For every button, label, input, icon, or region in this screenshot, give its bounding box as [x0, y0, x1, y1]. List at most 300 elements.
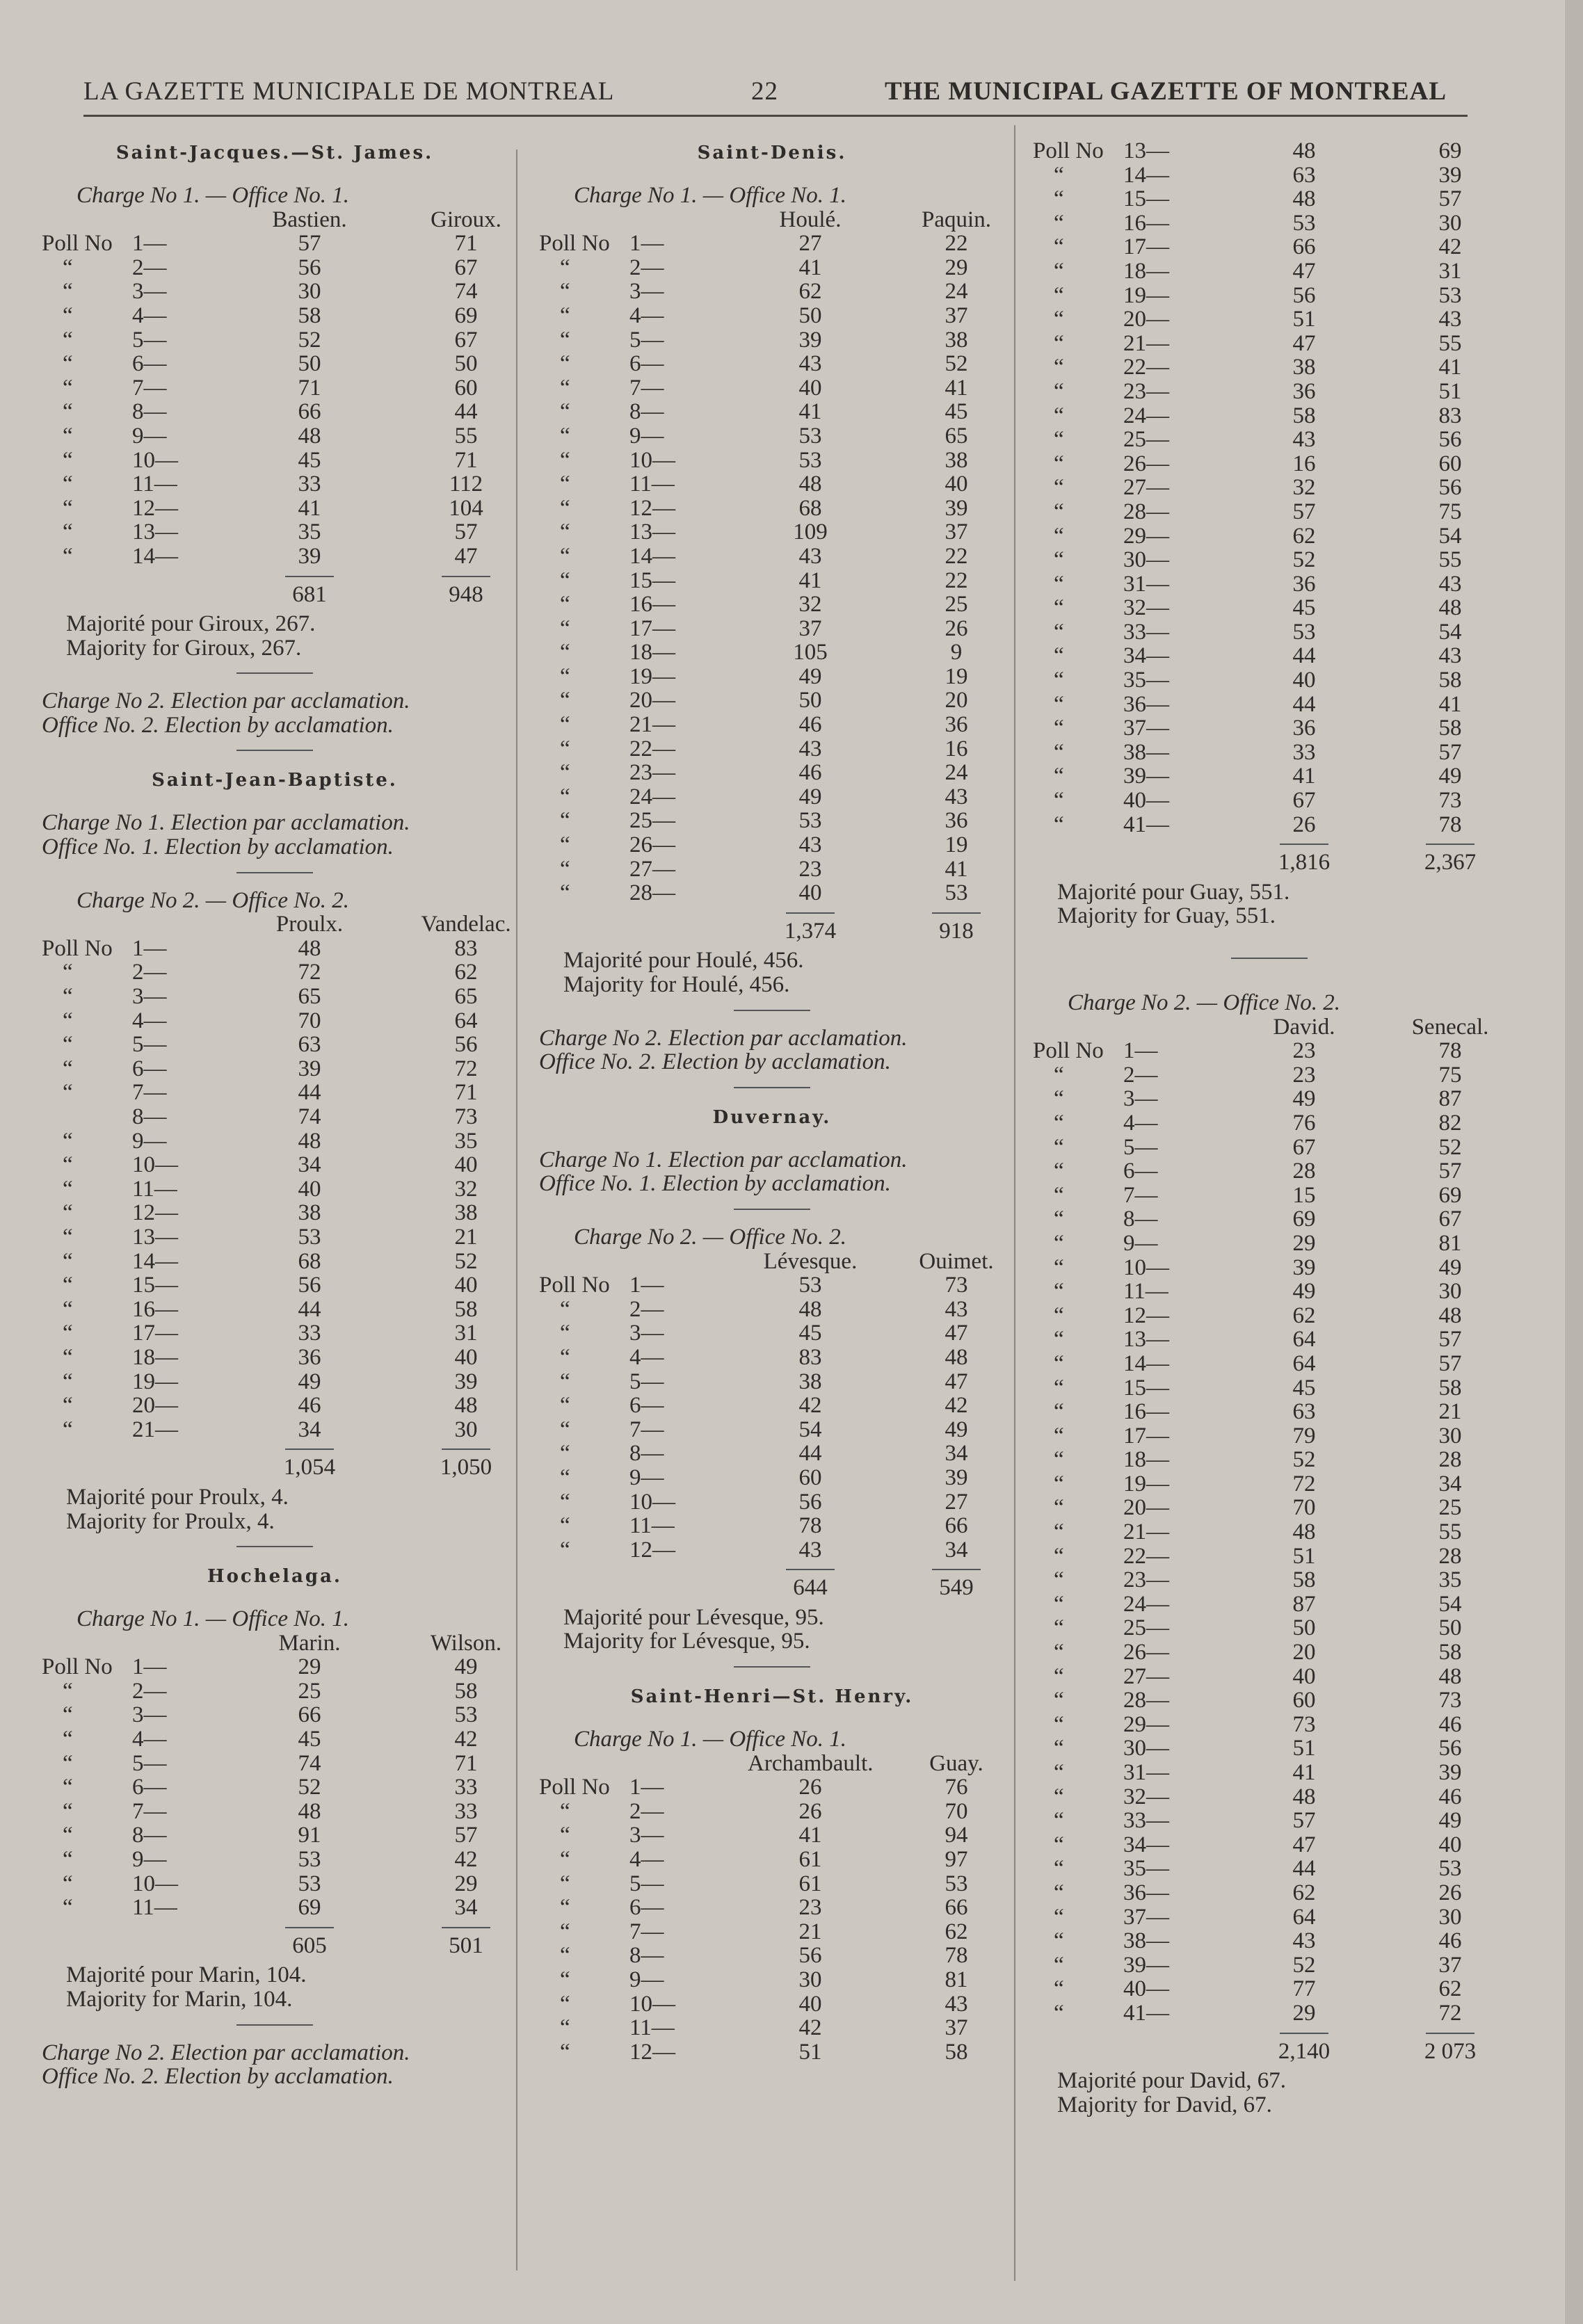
poll-label: “	[560, 543, 570, 569]
vote-count: 42	[945, 1393, 968, 1419]
vote-count: 53	[798, 423, 822, 449]
statement-line: Charge No 1. Election par acclamation.	[42, 810, 410, 836]
poll-label: “	[1054, 1688, 1064, 1713]
poll-number: 18—	[1123, 258, 1169, 284]
vote-count: 74	[298, 1104, 321, 1129]
charge-office-heading: Charge No 2. — Office No. 2.	[77, 887, 350, 913]
poll-number: 13—	[132, 519, 178, 545]
poll-number: 2—	[629, 255, 664, 280]
vote-count: 24	[945, 279, 968, 305]
poll-label: “	[560, 856, 570, 882]
vote-count: 50	[1292, 1615, 1316, 1641]
majority-line: Majority for Proulx, 4.	[66, 1508, 275, 1534]
vote-count: 48	[1292, 1784, 1316, 1809]
poll-label: “	[1054, 378, 1064, 404]
poll-row	[1033, 1881, 1506, 1905]
poll-number: 40—	[1123, 788, 1169, 814]
vote-count: 66	[298, 1702, 321, 1728]
vote-count: 29	[298, 1654, 321, 1680]
vote-count: 58	[945, 2039, 968, 2065]
vote-count: 57	[1292, 1808, 1316, 1834]
poll-number: 13—	[1123, 138, 1169, 163]
vote-count: 28	[1438, 1447, 1462, 1473]
vote-count: 53	[298, 1871, 321, 1896]
poll-number: 14—	[132, 1248, 178, 1274]
vote-count: 9	[950, 640, 963, 665]
poll-row	[539, 665, 1005, 689]
vote-count: 42	[798, 2015, 822, 2041]
poll-number: 26—	[1123, 1640, 1169, 1665]
poll-row	[1033, 1207, 1506, 1232]
majority-statement	[539, 1606, 1005, 1654]
poll-label: “	[1054, 619, 1064, 645]
vote-total: 1,054	[283, 1455, 336, 1480]
poll-row	[539, 569, 1005, 593]
section-rule	[236, 2024, 313, 2026]
poll-number: 14—	[629, 543, 675, 569]
poll-number: 3—	[629, 1321, 664, 1346]
poll-label: “	[1054, 1447, 1064, 1473]
vote-count: 69	[1292, 1207, 1316, 1232]
vote-count: 33	[454, 1798, 478, 1824]
poll-row	[1033, 1159, 1506, 1184]
poll-row	[1033, 1833, 1506, 1857]
poll-label: “	[1054, 210, 1064, 236]
vote-count: 29	[1292, 1230, 1316, 1256]
poll-label: “	[63, 423, 73, 449]
poll-number: 10—	[1123, 1254, 1169, 1280]
poll-label: “	[1054, 1976, 1064, 2002]
results-table	[42, 1631, 508, 1958]
vote-count: 49	[1438, 764, 1462, 789]
poll-row	[1033, 764, 1506, 789]
vote-count: 44	[1292, 1856, 1316, 1882]
poll-label: “	[560, 1369, 570, 1394]
poll-number: 10—	[629, 1489, 675, 1515]
vote-count: 70	[298, 1008, 321, 1033]
vote-count: 52	[454, 1248, 478, 1274]
vote-count: 94	[945, 1823, 968, 1848]
vote-count: 58	[454, 1296, 478, 1322]
vote-count: 38	[798, 1369, 822, 1394]
vote-count: 44	[1292, 691, 1316, 717]
vote-count: 41	[798, 1823, 822, 1848]
vote-count: 29	[945, 255, 968, 280]
poll-row	[1033, 428, 1506, 452]
vote-count: 39	[798, 327, 822, 353]
vote-count: 66	[945, 1895, 968, 1921]
poll-number: 23—	[1123, 378, 1169, 404]
poll-label: “	[1054, 427, 1064, 453]
vote-count: 53	[298, 1847, 321, 1873]
poll-label: “	[560, 567, 570, 593]
poll-number: 9—	[1123, 1230, 1158, 1256]
vote-count: 26	[1292, 812, 1316, 837]
poll-number: 8—	[629, 399, 664, 425]
poll-number: 5—	[132, 1750, 167, 1776]
charge-office-heading: Charge No 1. — Office No. 1.	[574, 183, 847, 208]
poll-label: “	[63, 1417, 73, 1442]
candidate-name: Giroux.	[431, 207, 501, 232]
column-3	[1033, 139, 1506, 2117]
poll-label: “	[63, 1008, 73, 1033]
poll-row	[42, 1009, 508, 1033]
poll-label: “	[1054, 523, 1064, 549]
poll-label: “	[63, 1273, 73, 1298]
totals-row	[42, 1455, 508, 1480]
poll-number: 15—	[629, 567, 675, 593]
poll-label: Poll No	[42, 935, 113, 961]
vote-count: 62	[798, 279, 822, 305]
poll-number: 8—	[1123, 1207, 1158, 1232]
total-underline	[285, 576, 334, 577]
poll-row	[1033, 1063, 1506, 1088]
vote-count: 51	[798, 2039, 822, 2065]
poll-row	[539, 1538, 1005, 1563]
poll-label: “	[1054, 1302, 1064, 1328]
poll-label: “	[560, 1417, 570, 1442]
vote-count: 52	[298, 327, 321, 353]
poll-number: 6—	[132, 1056, 167, 1081]
poll-row	[539, 1944, 1005, 1968]
vote-total: 1,374	[784, 918, 837, 944]
poll-row	[1033, 1232, 1506, 1256]
poll-number: 7—	[132, 1080, 167, 1106]
poll-row	[1033, 139, 1506, 163]
poll-number: 21—	[132, 1417, 178, 1442]
poll-number: 7—	[132, 1798, 167, 1824]
vote-count: 57	[298, 231, 321, 257]
vote-count: 83	[798, 1344, 822, 1370]
poll-number: 40—	[1123, 1976, 1169, 2002]
candidate-name: Bastien.	[272, 207, 347, 232]
poll-label: “	[560, 447, 570, 473]
vote-count: 51	[1292, 1543, 1316, 1569]
poll-row	[42, 328, 508, 353]
section-rule	[734, 1010, 810, 1011]
vote-count: 81	[945, 1967, 968, 1992]
vote-count: 30	[1438, 1423, 1462, 1449]
poll-number: 10—	[629, 1991, 675, 2017]
vote-count: 52	[1292, 1952, 1316, 1978]
spacer	[1033, 928, 1506, 945]
poll-number: 11—	[629, 1513, 675, 1539]
poll-label: “	[63, 1775, 73, 1800]
vote-count: 41	[1292, 764, 1316, 789]
vote-count: 35	[298, 519, 321, 545]
vote-count: 64	[1292, 1350, 1316, 1376]
poll-label: “	[560, 832, 570, 858]
poll-number: 20—	[629, 688, 675, 713]
poll-row	[1033, 813, 1506, 837]
poll-row	[539, 1442, 1005, 1466]
poll-label: “	[560, 760, 570, 786]
candidate-name: Proulx.	[275, 912, 344, 937]
poll-number: 39—	[1123, 1952, 1169, 1978]
vote-count: 51	[1292, 1736, 1316, 1761]
poll-label: “	[560, 808, 570, 834]
poll-label: “	[560, 1919, 570, 1944]
poll-number: 12—	[132, 495, 178, 521]
poll-number: 13—	[1123, 1327, 1169, 1353]
poll-label: “	[63, 399, 73, 425]
poll-row	[1033, 1592, 1506, 1617]
vote-count: 41	[1292, 1760, 1316, 1785]
poll-number: 12—	[629, 1537, 675, 1563]
vote-count: 60	[798, 1464, 822, 1490]
header-english-title: THE MUNICIPAL GAZETTE OF MONTREAL	[884, 77, 1447, 106]
vote-count: 33	[298, 471, 321, 497]
poll-row	[1033, 620, 1506, 645]
vote-count: 56	[1438, 427, 1462, 453]
section-title: Hochelaga.	[207, 1566, 342, 1588]
poll-label: “	[63, 519, 73, 545]
poll-number: 35—	[1123, 1856, 1169, 1882]
vote-count: 41	[1438, 355, 1462, 380]
vote-count: 32	[454, 1176, 478, 1202]
total-underline	[1280, 844, 1328, 845]
poll-label: “	[1054, 788, 1064, 814]
vote-count: 52	[945, 351, 968, 377]
poll-number: 16—	[132, 1296, 178, 1322]
vote-count: 21	[1438, 1399, 1462, 1425]
poll-row	[42, 400, 508, 424]
vote-count: 46	[298, 1393, 321, 1419]
vote-count: 20	[945, 688, 968, 713]
poll-number: 9—	[629, 1967, 664, 1992]
poll-row	[1033, 2001, 1506, 2026]
vote-count: 73	[454, 1104, 478, 1129]
poll-row	[539, 881, 1005, 905]
candidate-header-row	[42, 1631, 508, 1656]
vote-count: 53	[798, 447, 822, 473]
column-1	[42, 139, 511, 2090]
vote-count: 41	[945, 375, 968, 401]
vote-count: 57	[1438, 1327, 1462, 1353]
poll-row	[1033, 1688, 1506, 1713]
vote-count: 48	[454, 1393, 478, 1419]
poll-row	[539, 1346, 1005, 1370]
poll-label: “	[560, 1895, 570, 1921]
poll-row	[1033, 1400, 1506, 1424]
vote-count: 39	[298, 1056, 321, 1081]
total-underline	[1426, 2033, 1474, 2034]
vote-count: 67	[454, 255, 478, 280]
vote-count: 42	[798, 1393, 822, 1419]
poll-number: 2—	[1123, 1062, 1158, 1088]
poll-label: “	[1054, 1495, 1064, 1521]
poll-row	[42, 1752, 508, 1776]
statement-line: Charge No 2. Election par acclamation.	[539, 1025, 908, 1051]
vote-count: 69	[298, 1895, 321, 1921]
majority-line: Majority for David, 67.	[1057, 2092, 1272, 2117]
page-number: 22	[751, 77, 778, 106]
vote-count: 26	[945, 615, 968, 641]
statement-line: Office No. 2. Election by acclamation.	[42, 2064, 394, 2090]
majority-statement	[539, 949, 1005, 996]
poll-number: 17—	[1123, 234, 1169, 260]
vote-count: 51	[1292, 307, 1316, 332]
poll-row	[539, 424, 1005, 449]
poll-row	[539, 472, 1005, 497]
poll-number: 2—	[629, 1798, 664, 1824]
poll-number: 12—	[629, 2039, 675, 2065]
poll-row	[539, 592, 1005, 617]
poll-label: “	[63, 1224, 73, 1250]
poll-label: “	[63, 984, 73, 1010]
vote-count: 58	[1438, 1375, 1462, 1401]
vote-count: 75	[1438, 1062, 1462, 1088]
vote-count: 23	[798, 1895, 822, 1921]
poll-label: “	[1054, 1640, 1064, 1665]
poll-number: 26—	[629, 832, 675, 858]
vote-count: 73	[1438, 788, 1462, 814]
vote-count: 58	[1292, 403, 1316, 428]
poll-number: 27—	[629, 856, 675, 882]
poll-row	[42, 1201, 508, 1225]
vote-total: 2,140	[1278, 2038, 1331, 2064]
vote-count: 43	[945, 784, 968, 809]
poll-row	[42, 304, 508, 328]
total-underline	[1280, 2033, 1328, 2034]
poll-number: 10—	[132, 1152, 178, 1178]
vote-count: 91	[298, 1823, 321, 1848]
vote-count: 49	[945, 1417, 968, 1442]
vote-total: 948	[449, 581, 483, 607]
poll-row	[1033, 211, 1506, 236]
vote-count: 73	[1292, 1711, 1316, 1737]
vote-count: 46	[1438, 1784, 1462, 1809]
totals-rule	[1033, 2026, 1506, 2040]
poll-label: “	[63, 1128, 73, 1154]
poll-row	[42, 280, 508, 304]
vote-count: 23	[1292, 1038, 1316, 1064]
poll-number: 6—	[132, 1775, 167, 1800]
section-title: Duvernay.	[712, 1106, 832, 1128]
poll-label: “	[560, 327, 570, 353]
poll-label: “	[1054, 1760, 1064, 1785]
candidate-name: Marin.	[278, 1630, 341, 1656]
section-rule	[236, 1546, 313, 1547]
vote-count: 67	[454, 327, 478, 353]
charge-office-heading: Charge No 2. — Office No. 2.	[1068, 990, 1341, 1015]
poll-label: “	[560, 1943, 570, 1969]
candidate-name: Archambault.	[748, 1750, 874, 1776]
poll-number: 36—	[1123, 1880, 1169, 1905]
vote-count: 73	[945, 1273, 968, 1298]
charge-office-heading: Charge No 1. — Office No. 1.	[574, 1727, 847, 1752]
vote-total: 2 073	[1424, 2038, 1477, 2064]
poll-label: “	[1054, 1567, 1064, 1593]
section-rule	[236, 750, 313, 751]
candidate-name: Guay.	[929, 1750, 983, 1776]
vote-count: 57	[454, 1823, 478, 1848]
vote-count: 37	[945, 2015, 968, 2041]
vote-count: 40	[798, 880, 822, 906]
majority-line: Majority for Giroux, 267.	[66, 635, 302, 661]
vote-count: 76	[1292, 1110, 1316, 1136]
poll-label: “	[63, 495, 73, 521]
vote-count: 112	[449, 471, 483, 497]
poll-row	[539, 376, 1005, 401]
poll-row	[42, 937, 508, 961]
poll-row	[1033, 789, 1506, 813]
poll-label: “	[1054, 451, 1064, 476]
poll-label: “	[63, 543, 73, 569]
poll-number: 8—	[132, 1104, 167, 1129]
vote-count: 71	[454, 1750, 478, 1776]
vote-count: 50	[298, 351, 321, 377]
vote-count: 36	[1292, 571, 1316, 597]
poll-label: “	[63, 1750, 73, 1776]
poll-row	[539, 280, 1005, 304]
poll-row	[539, 304, 1005, 328]
poll-number: 15—	[132, 1273, 178, 1298]
poll-row	[539, 617, 1005, 641]
poll-number: 3—	[629, 1823, 664, 1848]
poll-label: “	[1054, 475, 1064, 501]
vote-count: 26	[798, 1798, 822, 1824]
poll-number: 20—	[1123, 1495, 1169, 1521]
poll-label: “	[560, 351, 570, 377]
poll-number: 17—	[132, 1321, 178, 1346]
vote-count: 57	[1438, 1350, 1462, 1376]
poll-number: 20—	[132, 1393, 178, 1419]
column-divider	[516, 150, 517, 2270]
poll-number: 6—	[629, 351, 664, 377]
vote-count: 55	[454, 423, 478, 449]
vote-count: 60	[1438, 451, 1462, 476]
vote-count: 36	[1292, 716, 1316, 741]
poll-number: 14—	[1123, 162, 1169, 188]
poll-number: 19—	[629, 663, 675, 689]
vote-count: 34	[945, 1441, 968, 1467]
poll-label: “	[1054, 1086, 1064, 1112]
vote-count: 53	[798, 808, 822, 834]
poll-row	[539, 688, 1005, 713]
vote-count: 56	[798, 1489, 822, 1515]
total-underline	[442, 1449, 490, 1450]
vote-count: 65	[298, 984, 321, 1010]
vote-count: 67	[1438, 1207, 1462, 1232]
vote-count: 49	[798, 784, 822, 809]
column-divider	[1014, 125, 1015, 2281]
vote-count: 39	[945, 495, 968, 521]
poll-label: “	[63, 1847, 73, 1873]
poll-number: 39—	[1123, 764, 1169, 789]
vote-count: 109	[793, 519, 828, 545]
vote-count: 45	[298, 447, 321, 473]
vote-count: 47	[454, 543, 478, 569]
poll-number: 11—	[132, 471, 177, 497]
vote-count: 35	[1438, 1567, 1462, 1593]
poll-row	[1033, 1905, 1506, 1930]
poll-label: “	[63, 960, 73, 985]
poll-label: “	[63, 1727, 73, 1752]
poll-row	[1033, 1376, 1506, 1401]
vote-count: 73	[1438, 1688, 1462, 1713]
poll-row	[539, 833, 1005, 857]
vote-count: 42	[454, 1847, 478, 1873]
poll-label: “	[1054, 1736, 1064, 1761]
vote-count: 19	[945, 663, 968, 689]
poll-number: 31—	[1123, 1760, 1169, 1785]
section-rule	[734, 1087, 810, 1088]
vote-count: 72	[298, 960, 321, 985]
poll-label: “	[560, 1489, 570, 1515]
poll-row	[1033, 1472, 1506, 1496]
poll-number: 19—	[1123, 1471, 1169, 1496]
